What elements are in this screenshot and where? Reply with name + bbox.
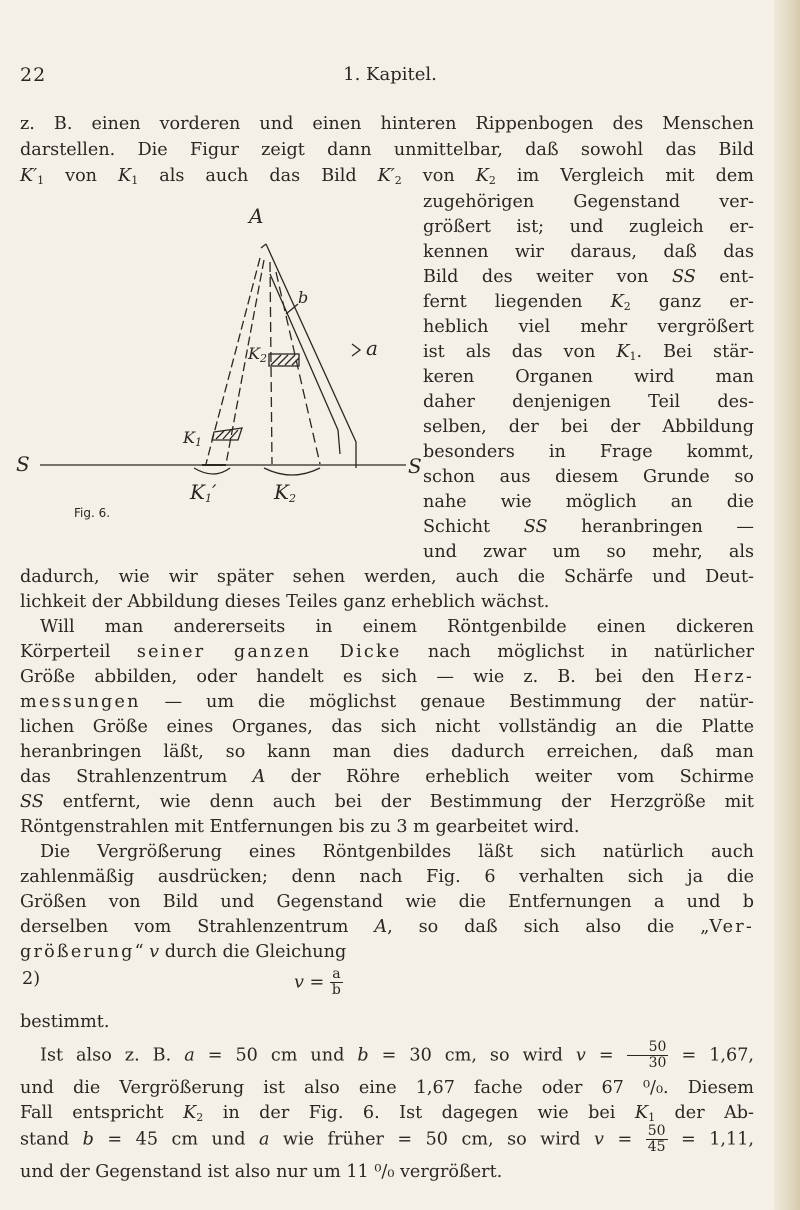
text-line: und zwar um so mehr, als: [423, 542, 754, 562]
text-line: bestimmt.: [20, 1012, 110, 1032]
text-line: Fall entspricht $K_2$ in der Fig. 6. Ist dagegen wie bei $K_1$ der Ab-: [20, 1103, 755, 1124]
label-S-right: S: [408, 454, 422, 478]
label-K1-image: $K_1'$: [190, 480, 217, 505]
text-line: heranbringen läßt, so kann man dies dadurch erreichen, daß man: [20, 742, 754, 762]
text-line: Körperteil seiner ganzen Dicke nach möglichst in natürlicher: [20, 642, 754, 662]
text-line: das Strahlenzentrum A der Röhre erheblich weiter vom Schirme: [20, 767, 754, 787]
page-number: 22: [20, 64, 47, 86]
label-A: A: [249, 204, 264, 228]
text-line: dadurch, wie wir später sehen werden, auch die Schärfe und Deut-: [20, 567, 754, 587]
text-line: keren Organen wird man: [423, 367, 754, 387]
text-line: und die Vergrößerung ist also eine 1,67 fache oder 67 ⁰/₀. Diesem: [20, 1078, 754, 1098]
equation-body: v = $\frac{a}{b}$: [294, 966, 341, 998]
text-line: darstellen. Die Figur zeigt dann unmittelbar, daß sowohl das Bild: [20, 140, 754, 160]
text-line: größert ist; und zugleich er-: [423, 217, 754, 237]
image-K2p-bracket: [264, 468, 320, 475]
label-a: a: [366, 336, 378, 360]
figure-caption: Fig. 6.: [74, 506, 111, 520]
label-b: b: [298, 288, 309, 307]
text-line: zahlenmäßig ausdrücken; denn nach Fig. 6 verhalten sich ja die: [20, 867, 754, 887]
label-K1: $K_1$: [183, 428, 202, 449]
text-line: ist als das von $K_1$. Bei stär-: [423, 342, 754, 363]
text-line: kennen wir daraus, daß das: [423, 242, 754, 262]
text-line: Ist also z. B. a = 50 cm und b = 30 cm, so wird v = $\frac{50}{30}$ = 1,67,: [40, 1039, 754, 1071]
text-line: z. B. einen vorderen und einen hinteren Rippenbogen des Menschen: [20, 114, 754, 134]
text-line: heblich viel mehr vergrößert: [423, 317, 754, 337]
text-line: nahe wie möglich an die: [423, 492, 754, 512]
equation-number: 2): [22, 969, 41, 989]
label-S-left: S: [16, 452, 30, 476]
equation-2: [20, 963, 760, 1003]
text-line: $K'_1$ von $K_1$ als auch das Bild $K'_2$ von $K_2$ im Vergleich mit dem: [20, 166, 754, 187]
text-line: SS entfernt, wie denn auch bei der Bestimmung der Herzgröße mit: [20, 792, 754, 812]
text-line: und der Gegenstand ist also nur um 11 ⁰/₀ vergrößert.: [20, 1162, 503, 1182]
text-line: Größen von Bild und Gegenstand wie die Entfernungen a und b: [20, 892, 754, 912]
page-header: [20, 64, 760, 90]
text-line: messungen — um die möglichst genaue Bestimmung der natür-: [20, 692, 754, 712]
dashed-ray-3: [270, 262, 272, 464]
text-line: lichen Größe eines Organes, das sich nicht vollständig an die Platte: [20, 717, 754, 737]
text-line: lichkeit der Abbildung dieses Teiles ganz erheblich wächst.: [20, 592, 550, 612]
label-K2-image: $K_2$: [274, 480, 296, 505]
text-line: selben, der bei der Abbildung: [423, 417, 754, 437]
text-line: stand b = 45 cm und a wie früher = 50 cm, so wird v = $\frac{50}{45}$ = 1,11,: [20, 1123, 754, 1155]
text-line: schon aus diesem Grunde so: [423, 467, 754, 487]
page-edge: [774, 0, 800, 1210]
text-line: Bild des weiter von SS ent-: [423, 267, 754, 287]
image-K1p-bracket: [194, 468, 230, 474]
text-line: Schicht SS heranbringen —: [423, 517, 754, 537]
figure-6-diagram: [16, 192, 426, 522]
text-line: Will man andererseits in einem Röntgenbilde einen dickeren: [40, 617, 754, 637]
label-K2: $K_2$: [248, 344, 267, 365]
text-line: größerung“ v durch die Gleichung: [20, 942, 347, 962]
text-line: daher denjenigen Teil des-: [423, 392, 754, 412]
chapter-title: 1. Kapitel.: [343, 64, 437, 85]
text-line: Die Vergrößerung eines Röntgenbildes läßt sich natürlich auch: [40, 842, 754, 862]
figure-6: [16, 192, 426, 522]
text-line: besonders in Frage kommt,: [423, 442, 754, 462]
text-line: Größe abbilden, oder handelt es sich — wie z. B. bei den Herz-: [20, 667, 754, 687]
text-line: derselben vom Strahlenzentrum A, so daß sich also die „Ver-: [20, 917, 754, 937]
text-line: zugehörigen Gegenstand ver-: [423, 192, 754, 212]
text-line: Röntgenstrahlen mit Entfernungen bis zu 3 m gearbeitet wird.: [20, 817, 580, 837]
text-line: fernt liegenden $K_2$ ganz er-: [423, 292, 754, 313]
